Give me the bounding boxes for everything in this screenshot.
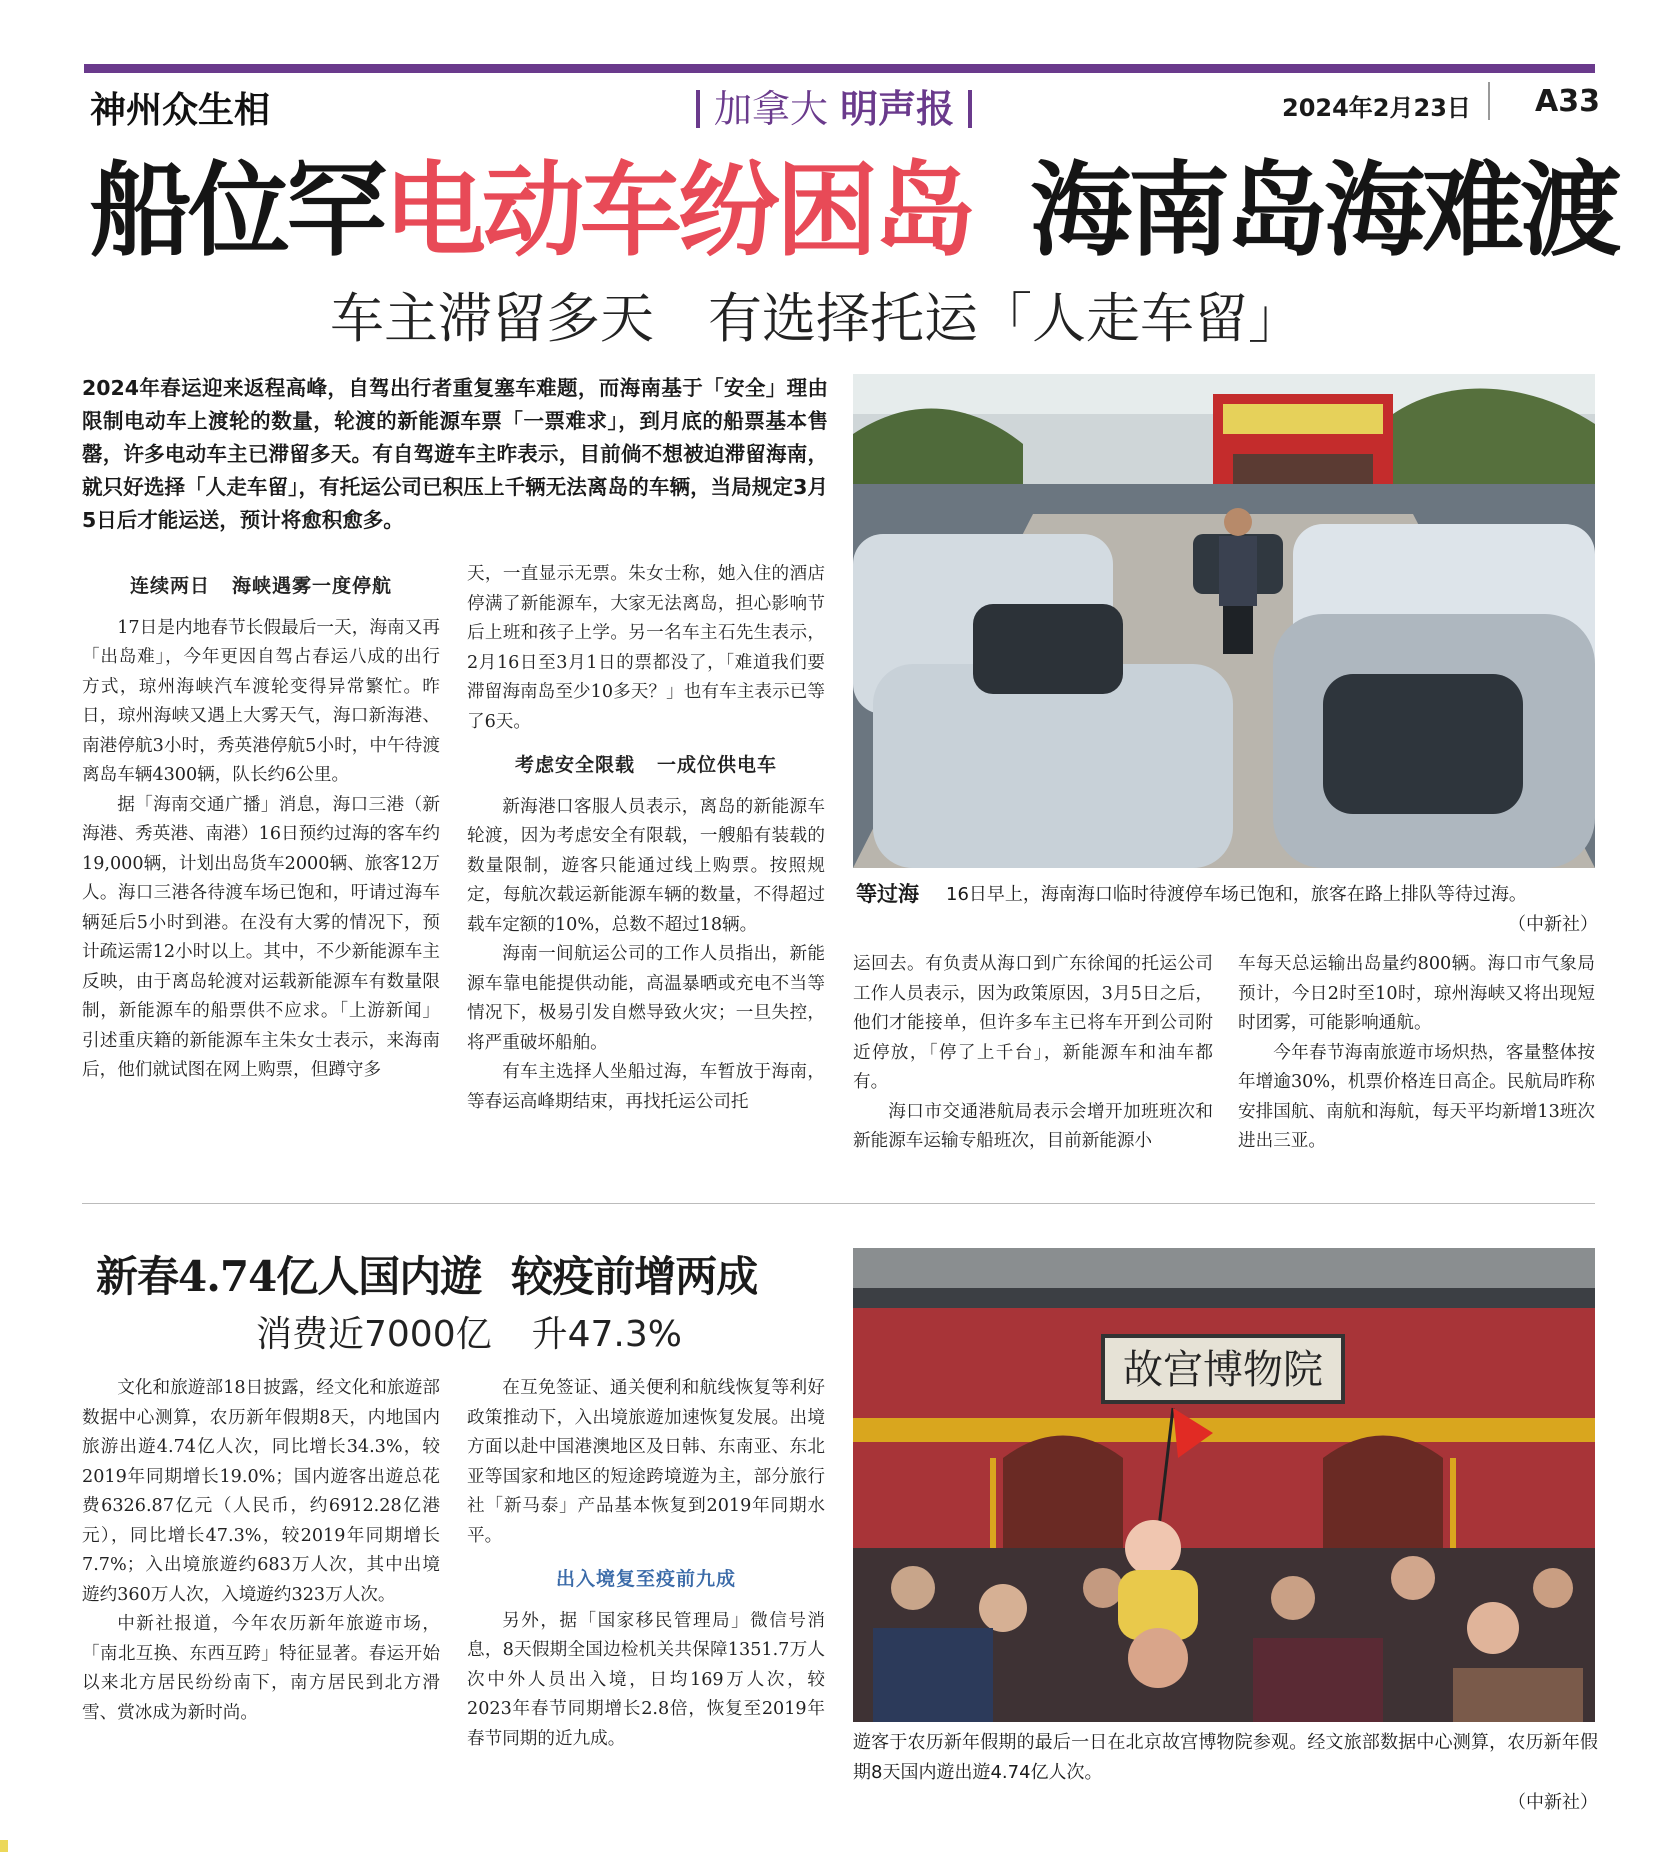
paragraph: 17日是内地春节长假最后一天，海南又再「出岛难」，今年更因自驾占春运八成的出行方式，琼州海峡汽车渡轮变得异常繁忙。昨日，琼州海峡又遇上大雾天气，海口新海港、南港停航3小时，秀英港停航5小时，中午待渡离岛车辆4300辆，队长约6公里。 xyxy=(82,617,440,785)
story1-column-1 xyxy=(82,572,440,1086)
section-title: 神州众生相 xyxy=(90,89,271,131)
column-subhead: 出入境复至疫前九成 xyxy=(555,1568,736,1590)
photo-palace-museum-illustration xyxy=(853,1248,1595,1722)
paragraph: 另外，据「国家移民管理局」微信号消息，8天假期全国边检机关共保障1351.7万人次中外人员出入境，日均169万人次，较2023年春节同期增长2.8倍，恢复至2019年春节同期的近九成。 xyxy=(467,1610,825,1749)
paragraph: 海南一间航运公司的工作人员指出，新能源车靠电能提供动能，高温暴晒或充电不当等情况下，极易引发自燃导致火灾；一旦失控，将严重破坏船舶。 xyxy=(467,944,825,1053)
masthead-bar-left xyxy=(696,90,700,128)
print-mark xyxy=(0,1840,8,1852)
paragraph: 运回去。有负责从海口到广东徐闻的托运公司工作人员表示，因为政策原因，3月5日之后，他们才能接单，但许多车主已将车开到公司附近停放，「停了上千台」，新能源车和油车都有。 xyxy=(853,954,1213,1092)
photo-caption: 遊客于农历新年假期的最后一日在北京故宫博物院参观。经文旅部数据中心测算，农历新年假期8天国内遊出遊4.74亿人次。 （中新社） xyxy=(853,1728,1598,1818)
headline-part-1: 船位罕 xyxy=(90,151,384,271)
page-number: A33 xyxy=(1535,84,1600,119)
column-subhead: 考虑安全限载 一成位供电车 xyxy=(514,754,778,776)
photo-caption: 16日早上，海南海口临时待渡停车场已饱和，旅客在路上排队等待过海。 （中新社） xyxy=(946,880,1598,940)
story1-column-2 xyxy=(467,560,825,1117)
paragraph: 中新社报道，今年农历新年旅遊市场，「南北互换、东西互跨」特征显著。春运开始以来北方居民纷纷南下，南方居民到北方滑雪、赏冰成为新时尚。 xyxy=(82,1614,440,1723)
masthead-bar-right xyxy=(968,90,972,128)
masthead xyxy=(682,78,986,133)
headline-part-2: 海南岛海难渡 xyxy=(1030,151,1618,271)
masthead-paper-name: 明声报 xyxy=(840,87,955,131)
column-subhead: 连续两日 海峡遇雾一度停航 xyxy=(129,575,393,597)
story1-column-3 xyxy=(853,950,1213,1157)
paragraph: 海口市交通港航局表示会增开加班班次和新能源车运输专船班次，目前新能源小 xyxy=(853,1101,1213,1151)
main-subheadline: 车主滞留多天 有选择托运「人走车留」 xyxy=(330,287,1302,350)
photo-palace-museum xyxy=(853,1248,1595,1722)
story2-column-2 xyxy=(467,1374,825,1754)
story2-column-1 xyxy=(82,1374,440,1728)
paragraph: 文化和旅遊部18日披露，经文化和旅遊部数据中心测算，农历新年假期8天，内地国内旅游出遊4.74亿人次，同比增长34.3%，较2019年同期增长19.0%；国内遊客出遊总花费6326.87亿元（人民币，约6912.28亿港元），同比增长47.3%，较2019年同期增长7.7%；入出境旅遊约683万人次，其中出境遊约360万人次，入境遊约323万人次。 xyxy=(82,1378,440,1605)
paragraph: 车每天总运输出岛量约800辆。海口市气象局预计，今日2时至10时，琼州海峡又将出现短时团雾，可能影响通航。 xyxy=(1238,954,1595,1033)
paragraph: 据「海南交通广播」消息，海口三港（新海港、秀英港、南港）16日预约过海的客车约19,000辆，计划出岛货车2000辆、旅客12万人。海口三港各待渡车场已饱和，吁请过海车辆延后5小时到港。在没有大雾的情况下，预计疏运需12小时以上。其中，不少新能源车主反映，由于离岛轮渡对运载新能源车有数量限制，新能源车的船票供不应求。「上游新闻」引述重庆籍的新能源车主朱女士表示，来海南后，他们就试图在网上购票，但蹲守多 xyxy=(82,794,440,1080)
main-headline xyxy=(90,138,1618,271)
paragraph: 有车主选择人坐船过海，车暂放于海南，等春运高峰期结束，再找托运公司托 xyxy=(467,1062,825,1112)
paragraph: 天，一直显示无票。朱女士称，她入住的酒店停满了新能源车，大家无法离岛，担心影响节后上班和孩子上学。另一名车主石先生表示，2月16日至3月1日的票都没了，「难道我们要滞留海南岛至少10多天？」也有车主表示已等了6天。 xyxy=(467,564,825,732)
issue-date: 2024年2月23日 xyxy=(1282,94,1471,122)
headline-part-red: 电动车纷困岛 xyxy=(384,151,972,271)
story1-column-4 xyxy=(1238,950,1595,1157)
lead-paragraph: 2024年春运迎来返程高峰，自驾出行者重复塞车难题，而海南基于「安全」理由限制电动车上渡轮的数量，轮渡的新能源车票「一票难求」，到月底的船票基本售罄，许多电动车主已滞留多天。有自驾遊车主昨表示，目前倘不想被迫滞留海南，就只好选择「人走车留」，有托运公司已积压上千辆无法离岛的车辆，当局规定3月5日后才能运送，预计将愈积愈多。 xyxy=(82,376,828,532)
story2-subheadline: 消费近7000亿 升47.3% xyxy=(256,1314,682,1355)
date-divider xyxy=(1488,82,1490,120)
museum-plaque-text: 故宫博物院 xyxy=(1123,1347,1323,1393)
photo-traffic-jam-illustration xyxy=(853,374,1595,868)
story2-headline: 新春4.74亿人国内遊 较疫前增两成 xyxy=(96,1252,758,1301)
masthead-region: 加拿大 xyxy=(714,87,829,131)
photo-credit: （中新社） xyxy=(1508,1792,1598,1813)
paragraph: 今年春节海南旅遊市场炽热，客量整体按年增逾30%，机票价格连日高企。民航局昨称安排国航、南航和海航，每天平均新增13班次进出三亚。 xyxy=(1238,1042,1595,1151)
photo-caption-label: 等过海 xyxy=(856,882,919,906)
masthead-rule xyxy=(84,64,1595,73)
story-divider xyxy=(82,1203,1595,1204)
photo-credit: （中新社） xyxy=(1508,914,1598,935)
paragraph: 在互免签证、通关便利和航线恢复等利好政策推动下，入出境旅遊加速恢复发展。出境方面以赴中国港澳地区及日韩、东南亚、东北亚等国家和地区的短途跨境遊为主，部分旅行社「新马泰」产品基本恢复到2019年同期水平。 xyxy=(467,1378,825,1546)
paragraph: 新海港口客服人员表示，离岛的新能源车轮渡，因为考虑安全有限载，一艘船有装载的数量限制，遊客只能通过线上购票。按照规定，每航次载运新能源车辆的数量，不得超过载车定额的10%，总数不超过18辆。 xyxy=(467,796,825,935)
photo-traffic-jam xyxy=(853,374,1595,868)
